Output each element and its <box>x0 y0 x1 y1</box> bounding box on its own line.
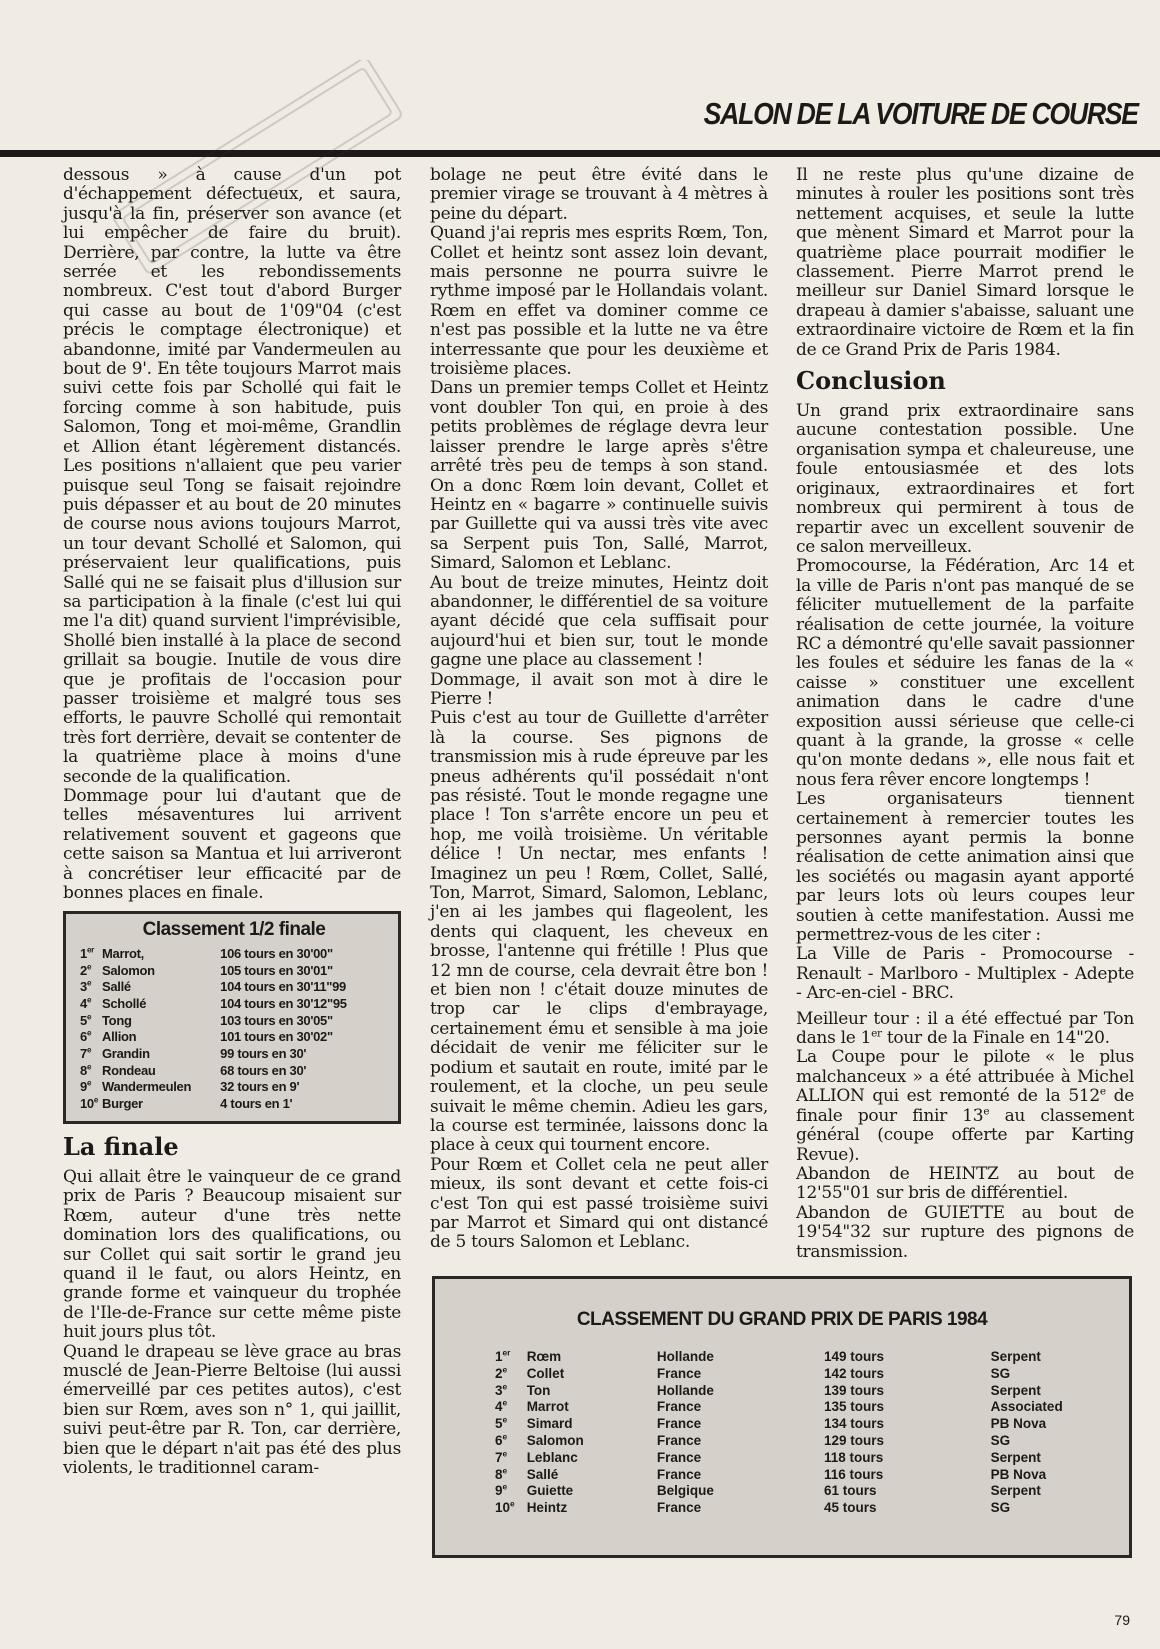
rank-suffix: er <box>502 1347 511 1358</box>
country-cell: Hollande <box>656 1349 714 1364</box>
driver-name: Guiette <box>526 1483 574 1499</box>
rank-suffix: e <box>502 1465 508 1476</box>
rank-number: 7 <box>495 1449 503 1465</box>
country-cell: Belgique <box>656 1483 714 1499</box>
article-paragraph: Quand j'ai repris mes esprits Rœm, Ton, Collet et heintz sont assez loin devant, mais personne ne pourra suivre le rythme imposé par le Hollandais volant. Rœm en effet va dominer comme ce n'est pas possible et la lutte ne va être interressante que pour les deuxième et troisième places. <box>430 223 768 380</box>
rank-suffix: e <box>86 1045 92 1055</box>
column-1 <box>63 166 401 1478</box>
article-paragraph: Qui allait être le vainqueur de ce grand prix de Paris ? Beaucoup misaient sur Rœm, auteur d'une très nette domination lors des qualifications, ou sur Collet qui sait sortir le grand jeu quand il le faut, ou alors Heintz, en grande forme et vainqueur du trophée de l'Ile-de-France sur cette même piste huit jours plus tôt. <box>63 1166 401 1343</box>
table-row <box>80 963 388 980</box>
country-cell: France <box>656 1466 702 1482</box>
driver-name: Marrot, <box>102 945 144 961</box>
driver-name: Rœm <box>526 1349 562 1364</box>
country-cell: France <box>656 1365 702 1381</box>
car-cell: SG <box>990 1500 1011 1516</box>
laps-cell: 139 tours <box>824 1382 885 1398</box>
ordinal-suffix: er <box>871 1027 882 1040</box>
section-heading-finale: La finale <box>63 1131 179 1161</box>
table-row <box>495 1500 1129 1517</box>
driver-name: Sallé <box>102 979 131 995</box>
driver-name: Leblanc <box>526 1449 578 1465</box>
rank-number: 1 <box>495 1349 503 1364</box>
article-paragraph: Promocourse, la Fédération, Arc 14 et la ville de Paris n'ont pas manqué de se féliciter mutuellement de la parfaite réalisation de cette journée, la voiture RC a démontré qu'elle savait passionner les foules et séduire les fanas de la « caisse » constituer une excellent animation dans le cadre d'une exposition aussi sérieuse que celle-ci quant à la grande, la grosse « celle qu'on monte dedans », elle nous fait et nous fera rêver encore longtemps ! <box>796 556 1134 790</box>
table-row <box>80 946 388 963</box>
car-cell: SG <box>990 1432 1011 1448</box>
page-header-title: SALON DE LA VOITURE DE COURSE <box>703 96 1138 131</box>
car-cell: Serpent <box>990 1349 1041 1364</box>
rank-suffix: er <box>86 945 94 955</box>
rank-cell <box>495 1349 527 1366</box>
table-row <box>495 1450 1129 1467</box>
grand-prix-table <box>495 1349 1129 1517</box>
text-span: tour de la Finale en 14"20. <box>881 1028 1110 1049</box>
rank-cell <box>80 996 102 1013</box>
driver-name: Grandin <box>102 1046 150 1062</box>
article-paragraph: Puis c'est au tour de Guillette d'arrêter là la course. Ses pignons de transmission mis à rude épreuve par les pneus adhérents qu'il possédait n'ont pas résisté. Tout le monde regagne une place ! Ton s'arrête encore un peu et hop, me voilà troisième. Un véritable délice ! Un nectar, mes enfants ! Imaginez un peu ! Rœm, Collet, Sallé, Ton, Marrot, Simard, Salomon, Leblanc, j'en ai les jambes qui flageolent, les dents qui claquent, les cheveux en brosse, l'antenne qui frétille ! Plus que 12 mn de course, cela devrait être bon ! et bien non ! c'était douze minutes de trop car le clips d'embrayage, certainement ému et sensible à ma joie décidait de venir me féliciter sur le podium et sautait en route, imité par le roulement, et la cloche, un peu seule suivait le même chemin. Adieu les gars, la course est terminée, laissons donc la place à ceux qui tournent encore. <box>430 708 768 1156</box>
rank-suffix: e <box>502 1431 508 1442</box>
country-cell: France <box>656 1432 702 1448</box>
rank-number: 2 <box>495 1365 503 1381</box>
country-cell: France <box>656 1449 702 1465</box>
driver-name: Simard <box>526 1416 573 1432</box>
article-paragraph: bolage ne peut être évité dans le premier virage se trouvant à 4 mètres à peine du départ. <box>430 165 768 224</box>
rank-suffix: e <box>86 962 92 972</box>
rank-number: 1 <box>80 945 87 961</box>
rank-number: 10 <box>80 1096 94 1112</box>
laps-cell: 142 tours <box>824 1365 885 1381</box>
rank-cell <box>80 1096 102 1113</box>
article-paragraph: Quand le drapeau se lève grace au bras musclé de Jean-Pierre Beltoise (lui aussi émerveillé par ces petites autos), c'est bien sur Rœm, aves son n° 1, qui jaillit, suivi peut-être par R. Ton, car derrière, bien que le départ n'ait pas été des plus violents, le traditionnel caram- <box>63 1341 401 1478</box>
rank-suffix: e <box>502 1364 508 1375</box>
rank-number: 3 <box>80 979 87 995</box>
article-paragraph: Dommage, il avait son mot à dire le Pierre ! <box>430 669 768 709</box>
table-row <box>80 1029 388 1046</box>
table-row <box>80 1013 388 1030</box>
semi-final-results-box <box>63 911 401 1123</box>
driver-name: Collet <box>526 1365 565 1381</box>
result-cell: 4 tours en 1' <box>220 1096 293 1112</box>
text-span: La Coupe pour le pilote « le plus malchanceux » a été attribuée à Michel ALLION qui est remonté de la 512 <box>796 1047 1134 1107</box>
rank-suffix: e <box>86 1062 92 1072</box>
car-cell: SG <box>990 1365 1011 1381</box>
rank-suffix: e <box>502 1381 508 1392</box>
rank-cell <box>80 979 102 996</box>
article-paragraph: Dommage pour lui d'autant que de telles mésaventures lui arrivent relativement souvent et gageons que cette saison sa Mantua et lui arriveront à concrétiser leur efficacité par de bonnes places en finale. <box>63 786 401 904</box>
driver-name: Heintz <box>526 1500 568 1516</box>
rank-cell <box>80 946 102 963</box>
laps-cell: 45 tours <box>824 1500 877 1516</box>
rank-cell <box>80 963 102 980</box>
ordinal-suffix: e <box>983 1105 990 1118</box>
result-cell: 104 tours en 30'11"99 <box>220 979 346 995</box>
column-3 <box>796 166 1134 1262</box>
section-heading-conclusion: Conclusion <box>796 366 946 396</box>
driver-name: Salomon <box>526 1432 584 1448</box>
article-paragraph: Un grand prix extraordinaire sans aucune contestation possible. Une organisation sympa et chaleureuse, une foule entousiasmée et des lots originaux, extraordinaires et fort nombreux qui permirent à tous de repartir avec un excellent souvenir de ce salon merveilleux. <box>796 401 1134 557</box>
text-span: Meilleur tour : il a été effectué par Ton dans le 1 <box>796 1008 1134 1049</box>
rank-suffix: e <box>510 1498 515 1509</box>
coupe-paragraph <box>796 1048 1134 1164</box>
rank-cell <box>495 1500 527 1517</box>
laps-cell: 149 tours <box>824 1349 885 1364</box>
rank-number: 7 <box>80 1046 87 1062</box>
article-paragraph: Pour Rœm et Collet cela ne peut aller mieux, ils sont devant et cette fois-ci c'est Ton qui est passé troisième suivi par Marrot et Simard qui ont distancé de 5 tours Salomon et Leblanc. <box>430 1154 768 1253</box>
rank-suffix: e <box>86 995 92 1005</box>
driver-name: Tong <box>102 1012 132 1028</box>
result-cell: 105 tours en 30'01" <box>220 962 333 978</box>
driver-name: Rondeau <box>102 1062 156 1078</box>
abandon-paragraph: Abandon de GUIETTE au bout de 19'54"32 sur rupture des pignons de transmission. <box>796 1202 1134 1262</box>
rank-number: 4 <box>495 1399 503 1415</box>
article-paragraph: Il ne reste plus qu'une dizaine de minutes à rouler les positions sont très nettement acquises, et seule la lutte que mènent Simard et Marrot pour la quatrième place pourrait modifier le classement. Pierre Marrot prend le meilleur sur Daniel Simard lorsque le drapeau à damier s'abaisse, saluant une extraordinaire victoire de Rœm et la fin de ce Grand Prix de Paris 1984. <box>796 165 1134 360</box>
rank-number: 5 <box>80 1012 87 1028</box>
driver-name: Schollé <box>102 995 147 1011</box>
rank-cell <box>80 1029 102 1046</box>
country-cell: France <box>656 1416 702 1432</box>
article-paragraph: Les organisateurs tiennent certainement à remercier toutes les personnes ayant permis la bonne réalisation de cette animation ainsi que les sociétés ou magasin ayant apporté par leurs lots où leurs coupes leur soutien à cette manifestation. Aussi me permettrez-vous de les citer : <box>796 789 1134 946</box>
rank-cell <box>495 1366 527 1383</box>
rank-cell <box>495 1450 527 1467</box>
result-cell: 104 tours en 30'12"95 <box>220 995 347 1011</box>
laps-cell: 129 tours <box>824 1432 885 1448</box>
rank-number: 3 <box>495 1382 503 1398</box>
article-paragraph: Dans un premier temps Collet et Heintz vont doubler Ton qui, en proie à des petits problèmes de réglage devra leur laisser prendre le large après s'être arrêté très peu de temps à son stand. On a donc Rœm loin devant, Collet et Heintz en « bagarre » continuelle suivis par Guillette qui va aussi très vite avec sa Serpent puis Ton, Sallé, Marrot, Simard, Salomon et Leblanc. <box>430 378 768 574</box>
table-row <box>80 1096 388 1113</box>
rank-suffix: e <box>86 1029 92 1039</box>
laps-cell: 135 tours <box>824 1399 885 1415</box>
rank-number: 4 <box>80 995 87 1011</box>
article-paragraph: dessous » à cause d'un pot d'échappement défectueux, et saura, jusqu'à la fin, préserver son avance (et lui empêcher de faire du bruit). Derrière, par contre, la lutte va être serrée et les rebondissements nombreux. C'est tout d'abord Burger qui casse au bout de 1'09"04 (c'est précis le comptage électronique) et abandonne, imité par Vandermeulen au bout de 9'. En tête toujours Marrot mais suivi cette fois par Schollé qui fait le forcing comme à son habitude, puis Salomon, Tong et moi-même, Grandlin et Allion étant légèrement distancés. Les positions n'allaient que peu varier puisque seul Tong se faisait rejoindre puis dépasser et au bout de 20 minutes de course nous avions toujours Marrot, un tour devant Schollé et Salomon, qui préservaient leur qualifications, puis Sallé qui ne se faisait plus d'illusion sur sa participation à la finale (c'est lui qui me l'a dit) quand survient l'imprévisible, Shollé bien installé à la place de second grillait sa bougie. Inutile de vous dire que je profitais de l'occasion pour passer troisième et malgré tous ses efforts, le pauvre Schollé qui remontait très fort derrière, devait se contenter de la quatrième place à moins d'une seconde de la qualification. <box>63 165 401 787</box>
header-rule <box>0 150 1160 157</box>
laps-cell: 61 tours <box>824 1483 877 1499</box>
car-cell: Serpent <box>990 1483 1041 1499</box>
rank-number: 6 <box>495 1432 503 1448</box>
rank-cell <box>495 1383 527 1400</box>
table-row <box>495 1416 1129 1433</box>
rank-cell <box>80 1063 102 1080</box>
rank-number: 8 <box>80 1062 87 1078</box>
page-number: 79 <box>1114 1612 1130 1628</box>
laps-cell: 116 tours <box>824 1466 884 1482</box>
table-row <box>495 1366 1129 1383</box>
result-cell: 101 tours en 30'02" <box>220 1029 333 1045</box>
laps-cell: 134 tours <box>824 1416 885 1432</box>
car-cell: Associated <box>990 1399 1063 1415</box>
laps-cell: 118 tours <box>824 1449 884 1465</box>
rank-cell <box>495 1416 527 1433</box>
semi-final-title: Classement 1/2 finale <box>142 919 326 941</box>
table-row <box>80 1063 388 1080</box>
rank-cell <box>495 1483 527 1500</box>
table-row <box>495 1399 1129 1416</box>
meilleur-tour-paragraph <box>796 1010 1134 1049</box>
rank-suffix: e <box>93 1095 99 1105</box>
rank-suffix: e <box>502 1397 508 1408</box>
rank-suffix: e <box>86 1079 92 1089</box>
driver-name: Ton <box>526 1382 551 1398</box>
article-paragraph: Au bout de treize minutes, Heintz doit abandonner, le différentiel de sa voiture ayant décidé que cela suffisait pour aujourd'hui et bien sur, tout le monde gagne une place au classement ! <box>430 572 768 671</box>
rank-suffix: e <box>502 1414 508 1425</box>
table-row <box>80 1046 388 1063</box>
article-paragraph: La Ville de Paris - Promocourse - Renault - Marlboro - Multiplex - Adepte - Arc-en-ciel - BRC. <box>796 944 1134 1004</box>
text-span: au classement général (coupe offerte par Karting Revue). <box>796 1105 1134 1165</box>
driver-name: Allion <box>102 1029 137 1045</box>
rank-cell <box>80 1013 102 1030</box>
result-cell: 32 tours en 9' <box>220 1079 300 1095</box>
car-cell: Serpent <box>990 1382 1041 1398</box>
grand-prix-results-box <box>432 1276 1132 1558</box>
column-2 <box>430 166 768 1253</box>
rank-suffix: e <box>86 1012 92 1022</box>
rank-number: 8 <box>495 1466 503 1482</box>
driver-name: Wandermeulen <box>102 1079 192 1095</box>
rank-number: 10 <box>495 1500 511 1516</box>
driver-name: Sallé <box>526 1466 559 1482</box>
rank-number: 6 <box>80 1029 87 1045</box>
country-cell: Hollande <box>656 1382 714 1398</box>
table-row <box>80 996 388 1013</box>
rank-number: 9 <box>495 1483 503 1499</box>
result-cell: 103 tours en 30'05" <box>220 1012 333 1028</box>
rank-number: 9 <box>80 1079 87 1095</box>
country-cell: France <box>656 1500 702 1516</box>
rank-number: 5 <box>495 1416 503 1432</box>
rank-cell <box>80 1046 102 1063</box>
table-row <box>495 1483 1129 1500</box>
car-cell: Serpent <box>990 1449 1041 1465</box>
table-row <box>80 1079 388 1096</box>
table-row <box>495 1433 1129 1450</box>
result-cell: 99 tours en 30' <box>220 1046 307 1062</box>
table-row <box>80 979 388 996</box>
table-row <box>495 1467 1129 1484</box>
abandon-paragraph: Abandon de HEINTZ au bout de 12'55"01 sur bris de différentiel. <box>796 1163 1134 1204</box>
result-cell: 68 tours en 30' <box>220 1062 307 1078</box>
semi-final-table <box>80 946 388 1113</box>
rank-cell <box>495 1467 527 1484</box>
table-row <box>495 1383 1129 1400</box>
rank-suffix: e <box>502 1448 508 1459</box>
car-cell: PB Nova <box>990 1466 1047 1482</box>
ordinal-suffix: e <box>1099 1085 1106 1098</box>
rank-cell <box>495 1399 527 1416</box>
country-cell: France <box>656 1399 702 1415</box>
result-cell: 106 tours en 30'00" <box>220 945 333 961</box>
table-row <box>495 1349 1129 1366</box>
driver-name: Burger <box>102 1096 143 1112</box>
grand-prix-title: CLASSEMENT DU GRAND PRIX DE PARIS 1984 <box>576 1309 988 1330</box>
car-cell: PB Nova <box>990 1416 1047 1432</box>
rank-cell <box>495 1433 527 1450</box>
driver-name: Marrot <box>526 1399 569 1415</box>
rank-suffix: e <box>86 978 92 988</box>
rank-cell <box>80 1079 102 1096</box>
rank-number: 2 <box>80 962 87 978</box>
rank-suffix: e <box>502 1481 508 1492</box>
text-span: de finale pour finir 13 <box>796 1086 1134 1126</box>
driver-name: Salomon <box>102 962 155 978</box>
